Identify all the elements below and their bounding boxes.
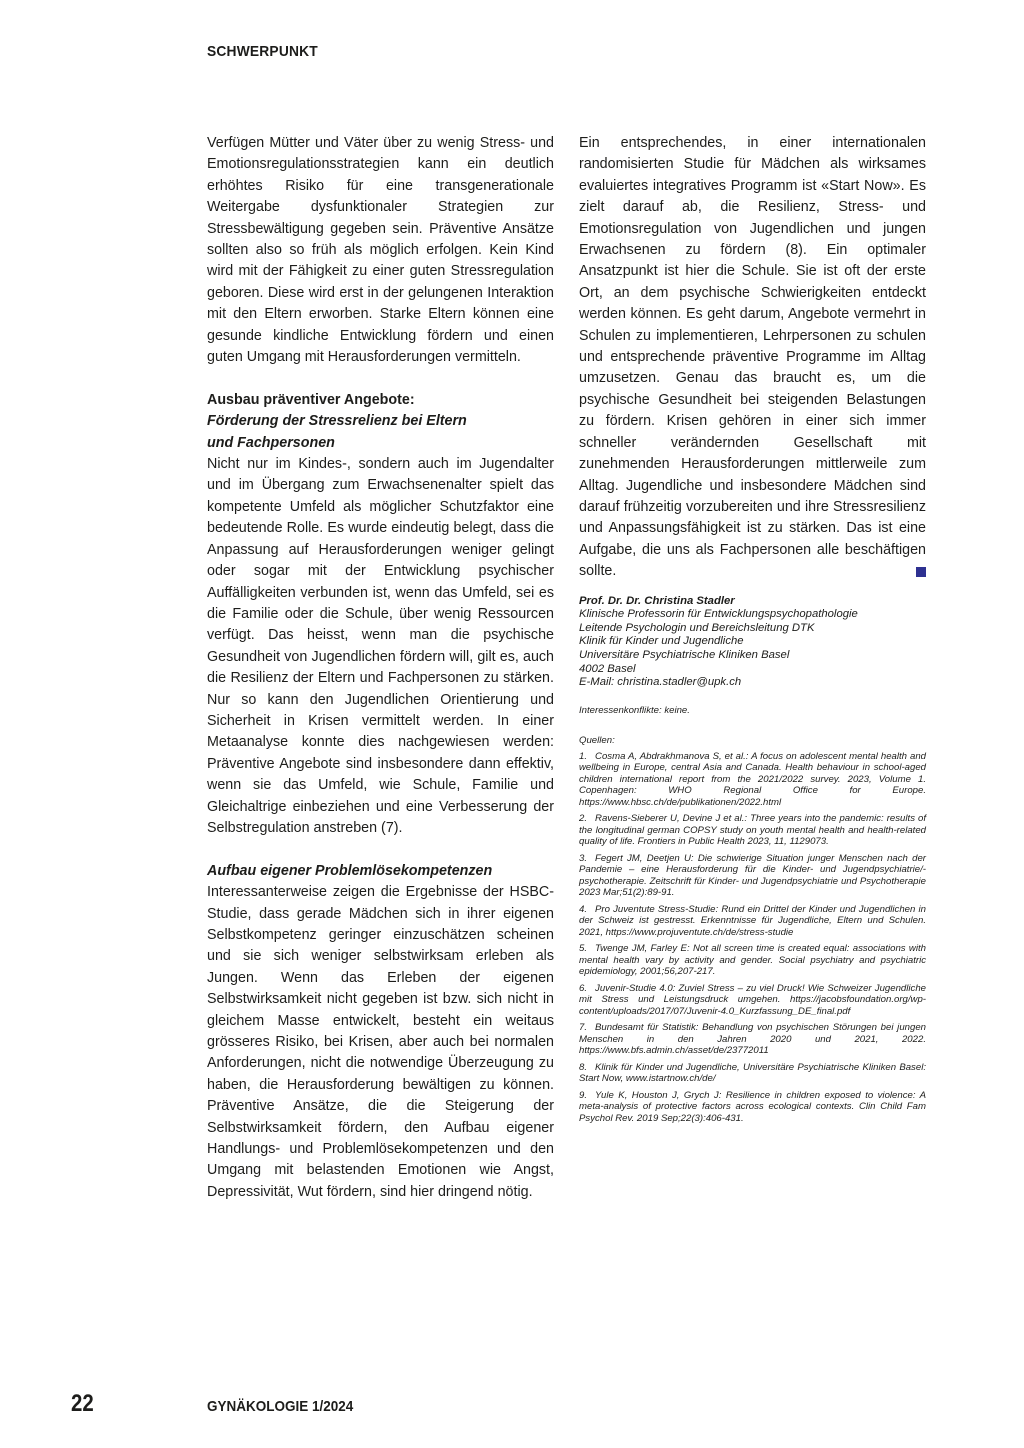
author-line: Klinik für Kinder und Jugendliche <box>579 635 744 648</box>
left-paragraph-1: Verfügen Mütter und Väter über zu wenig Stress- und Emotionsregulationsstrategien kann ein deutlich erhöhtes Risiko für eine transgenerationale Weitergabe dysfunktionaler Strategien zur Stressbewältigung gegeben sein. Präventive Ansätze sollten also so früh als möglich erfolgen. Kein Kind wird mit der Fähigkeit zu einer guten Stressregulation geboren. Diese wird erst in der gelungenen Interaktion mit den Eltern erworben. Starke Eltern können eine gesunde kindliche Entwicklung fördern und einen guten Umgang mit Herausforderungen vermitteln. <box>207 135 554 366</box>
right-column <box>579 133 926 1129</box>
reference-number: 1. <box>579 750 588 762</box>
reference-text: Fegert JM, Deetjen U: Die schwierige Situation junger Menschen nach der Pandemie – eine Herausforderung für die Kinder- und Jugendpsychiatrie/-psychotherapie. Zeitschrift für Kinder- und Jugendpsychiatrie und Psychotherapie 2023 Mar;51(2):89-91. <box>579 852 926 899</box>
author-line: 4002 Basel <box>579 662 636 675</box>
journal-issue: GYNÄKOLOGIE 1/2024 <box>207 1398 354 1415</box>
left-column <box>207 133 554 1203</box>
section-subheading-1a: Förderung der Stressrelienz bei Eltern <box>207 413 467 430</box>
sources-title: Quellen: <box>579 734 615 746</box>
reference-number: 8. <box>579 1061 588 1073</box>
reference-number: 2. <box>579 813 588 825</box>
reference-item <box>579 1090 926 1125</box>
reference-text: Ravens-Sieberer U, Devine J et al.: Three years into the pandemic: results of the longitudinal german COPSY study on youth mental health and health-related quality of life. Frontiers in Public Health 2023, 11, 1129073. <box>579 813 926 848</box>
reference-text: Klinik für Kinder und Jugendliche, Universitäre Psychiatrische Kliniken Basel: Start Now, www.istartnow.ch/de/ <box>579 1061 926 1085</box>
reference-text: Bundesamt für Statistik: Behandlung von psychischen Störungen bei jungen Menschen in den Jahren 2020 und 2021, 2022. https://www.bfs.admin.ch/asset/de/23772011 <box>579 1022 926 1057</box>
page-number: 22 <box>71 1390 94 1417</box>
reference-item <box>579 983 926 1018</box>
author-line: Leitende Psychologin und Bereichsleitung DTK <box>579 621 815 634</box>
reference-item <box>579 853 926 899</box>
reference-text: Twenge JM, Farley E: Not all screen time is created equal: associations with mental health vary by activity and gender. Social psychiatry and psychiatric epidemiology, 2001;56,207-217. <box>579 943 926 978</box>
reference-item <box>579 1022 926 1057</box>
right-paragraph-1-text: Ein entsprechendes, in einer internationalen randomisierten Studie für Mädchen als wirksames evaluiertes integratives Programm ist «Start Now». Es zielt darauf ab, die Resilienz, Stress- und Emotionsregulation von Jugendlichen und jungen Erwachsenen zu fördern (8). Ein optimaler Ansatzpunkt ist hier die Schule. Sie ist oft der erste Ort, an dem psychische Schwierigkeiten entdeckt werden können. Es geht darum, Angebote vermehrt in Schulen zu implementieren, Lehrpersonen zu schulen und entsprechende präventive Programme im Alltag umzusetzen. Genau das braucht es, um die psychische Gesundheit bei steigenden Belastungen zu fördern. Krisen gehören in einer sich immer schneller verändernden Gesellschaft mit zunehmenden Herausforderungen mittlerweile zum Alltag. Jugendliche und insbesondere Mädchen sind darauf frühzeitig vorzubereiten und ihre Stressresilienz und Anpassungsfähigkeit ist zu stärken. Das ist eine Aufgabe, die uns als Fachpersonen alle beschäftigen sollte. <box>579 135 926 580</box>
author-name: Prof. Dr. Dr. Christina Stadler <box>579 594 735 607</box>
reference-item <box>579 1062 926 1085</box>
reference-item <box>579 751 926 809</box>
right-paragraph-1 <box>579 133 926 583</box>
end-of-article-square-icon <box>916 567 926 577</box>
reference-text: Juvenir-Studie 4.0: Zuviel Stress – zu viel Druck! Wie Schweizer Jugendliche mit Stress und Leistungsdruck umgehen. https://jacobsfoundation.org/wp-content/uploads/2017/07/Juvenir-4.0_Kurzfassung_DE_final.pdf <box>579 982 926 1017</box>
section-subheading-1b: und Fachpersonen <box>207 434 335 451</box>
reference-number: 6. <box>579 982 588 994</box>
reference-item <box>579 943 926 978</box>
reference-text: Cosma A, Abdrakhmanova S, et al.: A focus on adolescent mental health and wellbeing in Europe, central Asia and Canada. Health behaviour in school-aged children international report from the 2021/2022 survey. 2023, Volume 1. Copenhagen: WHO Regional Office for Europe. https://www.hbsc.ch/de/publikationen/2022.html <box>579 750 926 808</box>
author-email: E-Mail: christina.stadler@upk.ch <box>579 676 742 689</box>
left-paragraph-2: Nicht nur im Kindes-, sondern auch im Jugendalter und im Übergang zum Erwachsenenalter spielt das kompetente Umfeld als möglicher Schutzfaktor eine bedeutende Rolle. Es wurde eindeutig belegt, dass die Anpassung auf Herausforderungen weniger gelingt oder sogar mit der Entwicklung psychischer Auffälligkeiten verbunden ist, wenn das Umfeld, sei es die Familie oder die Schule, über wenig Ressourcen verfügt. Das heisst, wenn man die psychische Gesundheit von Jugendlichen fördern will, gilt es, auch die Resilienz der Eltern und Fachpersonen zu stärken. Nur so kann den Jugendlichen Orientierung und Sicherheit in Krisen vermittelt werden. In einer Metaanalyse konnte dies nachgewiesen werden: Präventive Angebote sind insbesondere dann effektiv, wenn sie das Umfeld, wie Schule, Familie und Gleichaltrige einbeziehen und eine Verbesserung der Selbstregulation anstreben (7). <box>207 456 554 836</box>
reference-number: 4. <box>579 903 588 915</box>
author-block <box>579 595 926 690</box>
author-line: Klinische Professorin für Entwicklungspsychopathologie <box>579 608 858 621</box>
section-label: SCHWERPUNKT <box>207 43 318 60</box>
section-heading-2: Aufbau eigener Problemlösekompetenzen <box>207 862 493 879</box>
reference-item <box>579 813 926 848</box>
reference-number: 9. <box>579 1089 588 1101</box>
author-line: Universitäre Psychiatrische Kliniken Basel <box>579 648 790 661</box>
reference-text: Pro Juventute Stress-Studie: Rund ein Drittel der Kinder und Jugendlichen in der Schweiz ist gestresst. Erkenntnisse für Jugendliche, Eltern und Schulen. 2021, https://www.projuventute.ch/de/stress-studie <box>579 903 926 938</box>
reference-number: 7. <box>579 1022 588 1034</box>
reference-list <box>579 751 926 1125</box>
conflict-of-interest: Interessenkonflikte: keine. <box>579 704 690 716</box>
left-paragraph-3: Interessanterweise zeigen die Ergebnisse der HSBC-Studie, dass gerade Mädchen sich in ihrer eigenen Selbstkompetenz geringer einzuschätzen scheinen und sie sich weniger selbstwirksam erleben als Jungen. Wenn das Erleben der eigenen Selbstwirksamkeit nicht gegeben ist bzw. sich nicht in gleichem Masse entwickelt, besteht ein weitaus grösseres Risiko, bei Krisen, aber auch bei normalen Anforderungen, nicht die notwendige Überzeugung zu haben, die Herausforderung bewältigen zu können. Präventive Ansätze, die die Steigerung der Selbstwirksamkeit fördern, den Aufbau eigener Handlungs- und Problemlösekompetenzen und den Umgang mit belastenden Emotionen wie Angst, Depressivität, Wut fördern, sind hier dringend nötig. <box>207 884 554 1200</box>
section-heading-1: Ausbau präventiver Angebote: <box>207 391 415 408</box>
reference-item <box>579 904 926 939</box>
reference-number: 5. <box>579 943 588 955</box>
reference-number: 3. <box>579 852 588 864</box>
reference-text: Yule K, Houston J, Grych J: Resilience in children exposed to violence: A meta-analysis of protective factors across ecological contexts. Clin Child Fam Psychol Rev. 2019 Sep;22(3):406-431. <box>579 1089 926 1124</box>
